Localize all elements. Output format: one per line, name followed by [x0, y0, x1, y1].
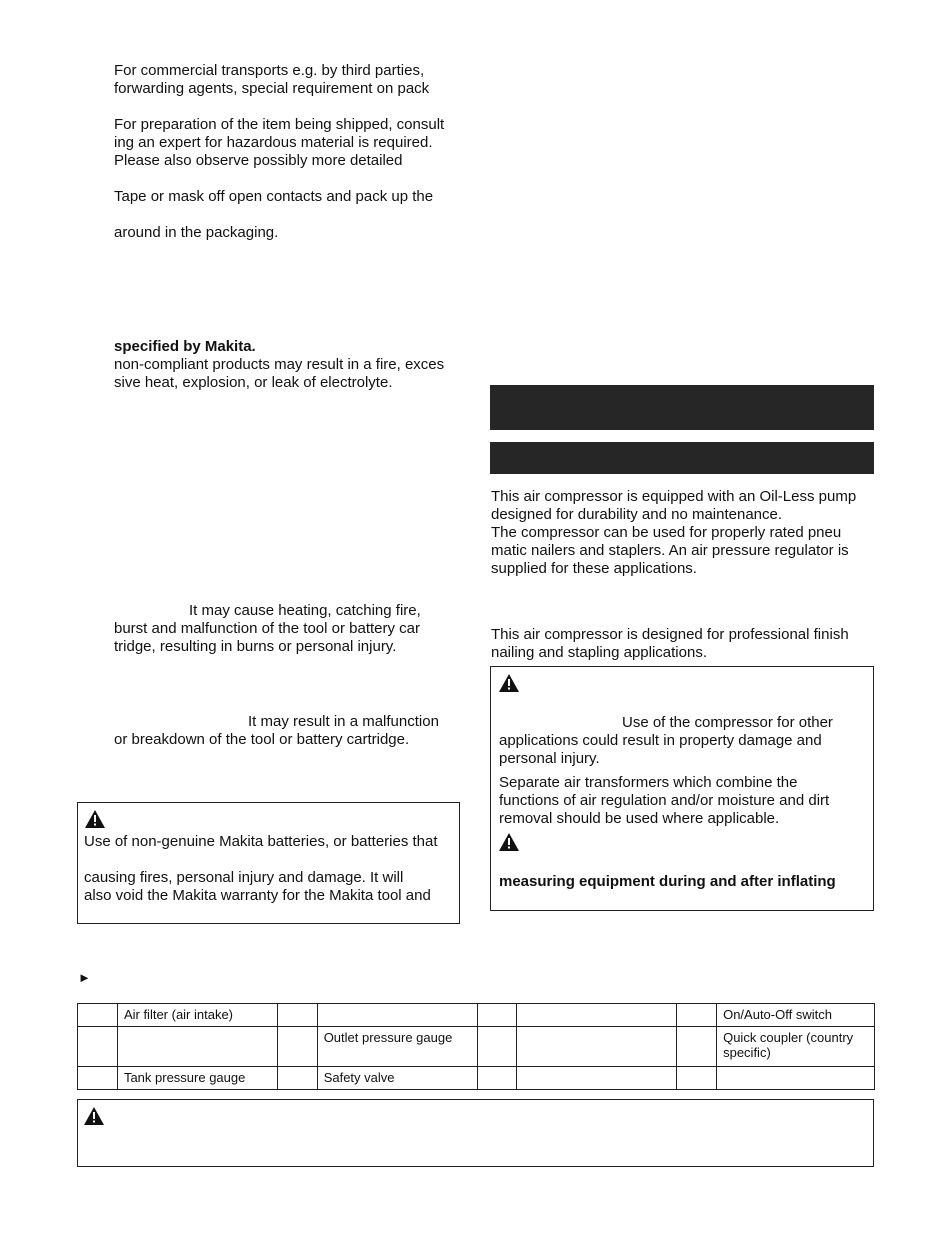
parts-table: [77, 1003, 875, 1090]
warning-line-2: causing fires, personal injury and damage. It will: [84, 869, 404, 886]
table-row: [78, 1004, 875, 1027]
table-cell: [317, 1004, 477, 1027]
table-cell: Air filter (air intake): [117, 1004, 277, 1027]
warning-triangle-icon: [499, 674, 519, 692]
para-commercial-transports: For commercial transports e.g. by third parties, forwarding agents, special requirement on pack: [114, 62, 430, 97]
warning-line-3: also void the Makita warranty for the Makita tool and: [84, 887, 431, 904]
warning-box-bottom: [77, 1099, 874, 1167]
table-cell: [78, 1027, 118, 1067]
table-cell: [277, 1004, 317, 1027]
table-cell: Quick coupler (country specific): [717, 1027, 875, 1067]
caution-text-2: Separate air transformers which combine the functions of air regulation and/or moisture and dirt removal should be used where applicable.: [499, 774, 830, 827]
warning-line-1: Use of non-genuine Makita batteries, or batteries that: [84, 833, 438, 850]
caution-text-1: Use of the compressor for other applications could result in property damage and personal injury.: [499, 714, 833, 767]
table-cell: [477, 1067, 517, 1090]
table-cell: On/Auto-Off switch: [717, 1004, 875, 1027]
para-packaging: around in the packaging.: [114, 224, 279, 241]
table-cell: [717, 1067, 875, 1090]
caution-box-compressor: [490, 666, 874, 911]
table-cell: [477, 1004, 517, 1027]
para-malfunction: It may result in a malfunction or breakdown of the tool or battery cartridge.: [114, 713, 439, 748]
warning-box-batteries: [77, 802, 460, 924]
table-cell: [117, 1027, 277, 1067]
table-cell: [78, 1004, 118, 1027]
table-cell: [78, 1067, 118, 1090]
arrow-bullet-icon: ►: [78, 970, 91, 985]
table-cell: [277, 1027, 317, 1067]
para-intended-use: This air compressor is designed for professional finish nailing and stapling applications.: [491, 626, 849, 661]
caution-bold-line: measuring equipment during and after inflating: [499, 873, 836, 890]
table-cell: [677, 1027, 717, 1067]
para-tape-contacts: Tape or mask off open contacts and pack up the: [114, 188, 434, 205]
table-cell: [477, 1027, 517, 1067]
table-cell: [517, 1027, 677, 1067]
section-header-bar-1: [490, 385, 874, 430]
table-cell: [517, 1004, 677, 1027]
table-cell: [677, 1067, 717, 1090]
para-specified-by-makita: specified by Makita. non-compliant products may result in a fire, exces sive heat, explosion, or leak of electrolyte.: [114, 338, 445, 391]
warning-triangle-icon: [499, 833, 519, 851]
table-cell: Outlet pressure gauge: [317, 1027, 477, 1067]
table-cell: Safety valve: [317, 1067, 477, 1090]
table-cell: Tank pressure gauge: [117, 1067, 277, 1090]
para-compressor-intro: This air compressor is equipped with an Oil-Less pump designed for durability and no maintenance. The compressor can be used for properly rated pneu matic nailers and staplers. An air pressure regulator is supplied for these applications.: [491, 488, 857, 577]
table-cell: [677, 1004, 717, 1027]
para-heating: It may cause heating, catching fire, burst and malfunction of the tool or battery car tridge, resulting in burns or personal injury.: [114, 602, 421, 655]
warning-triangle-icon: [85, 810, 105, 828]
section-header-bar-2: [490, 442, 874, 474]
warning-triangle-icon: [84, 1107, 104, 1125]
table-cell: [277, 1067, 317, 1090]
table-cell: [517, 1067, 677, 1090]
table-row: [78, 1067, 875, 1090]
para-preparation: For preparation of the item being shipped, consult ing an expert for hazardous material is required. Please also observe possibly more detailed: [114, 116, 445, 169]
table-row: [78, 1027, 875, 1067]
